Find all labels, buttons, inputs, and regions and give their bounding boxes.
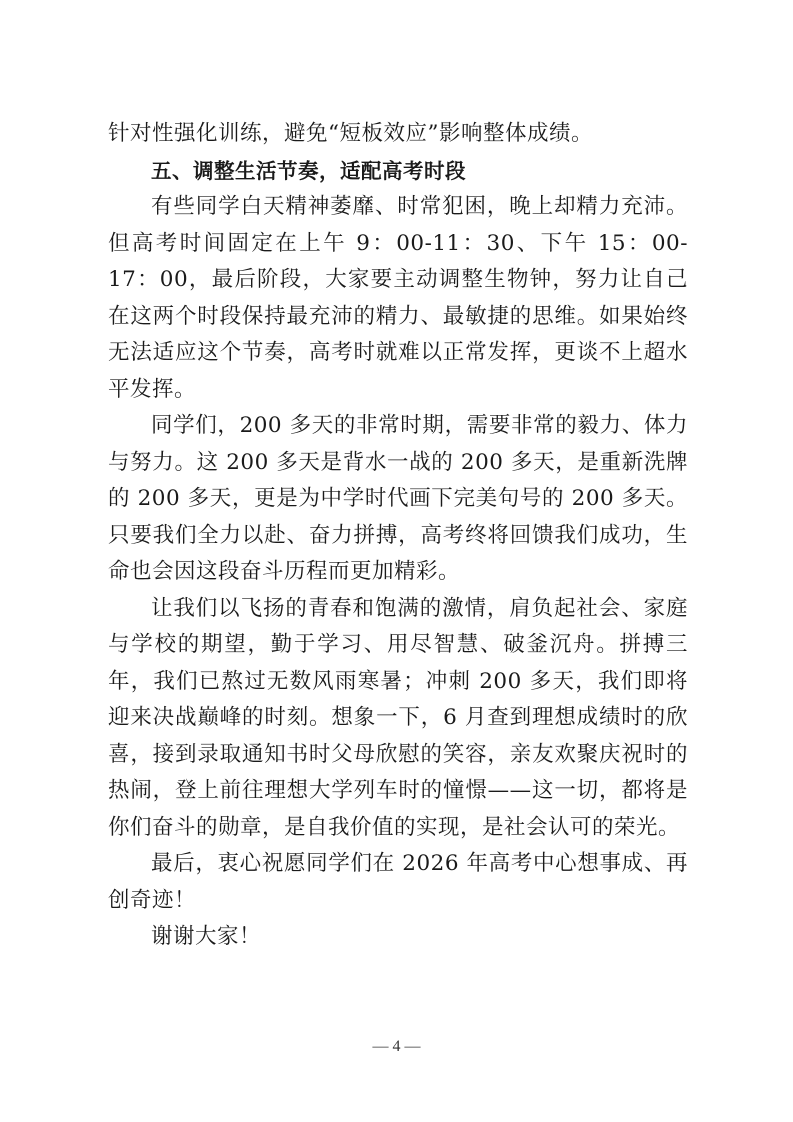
document-body xyxy=(108,116,688,956)
paragraph-thanks: 谢谢大家！ xyxy=(151,924,262,949)
paragraph-continuation: 针对性强化训练，避免“短板效应”影响整体成绩。 xyxy=(108,121,593,146)
page-number: — 4 — xyxy=(372,1038,421,1055)
paragraph-schedule: 有些同学白天精神萎靡、时常犯困，晚上却精力充沛。但高考时间固定在上午 9：00-11：30、下午 15：00-17：00，最后阶段，大家要主动调整生物钟，努力让自己在这两个时段保持最充沛的精力、最敏捷的思维。如果始终无法适应这个节奏，高考时就难以正常发挥，更谈不上超水平发挥。 xyxy=(108,194,688,402)
paragraph-wishes: 最后，衷心祝愿同学们在 2026 年高考中心想事成、再创奇迹！ xyxy=(108,851,688,913)
paragraph-200-days: 同学们，200 多天的非常时期，需要非常的毅力、体力与努力。这 200 多天是背水一战的 200 多天，是重新洗牌的 200 多天，更是为中学时代画下完美句号的 200 多天。只要我们全力以赴、奋力拼搏，高考终将回馈我们成功，生命也会因这段奋斗历程而更加精彩。 xyxy=(108,413,688,584)
paragraph-youth: 让我们以飞扬的青春和饱满的激情，肩负起社会、家庭与学校的期望，勤于学习、用尽智慧、破釜沉舟。拼搏三年，我们已熬过无数风雨寒暑；冲刺 200 多天，我们即将迎来决战巅峰的时刻。想象一下，6 月查到理想成绩时的欣喜，接到录取通知书时父母欣慰的笑容，亲友欢聚庆祝时的热闹，登上前往理想大学列车时的憧憬——这一切，都将是你们奋斗的勋章，是自我价值的实现，是社会认可的荣光。 xyxy=(108,595,688,840)
section-heading: 五、调整生活节奏，适配高考时段 xyxy=(151,158,466,183)
